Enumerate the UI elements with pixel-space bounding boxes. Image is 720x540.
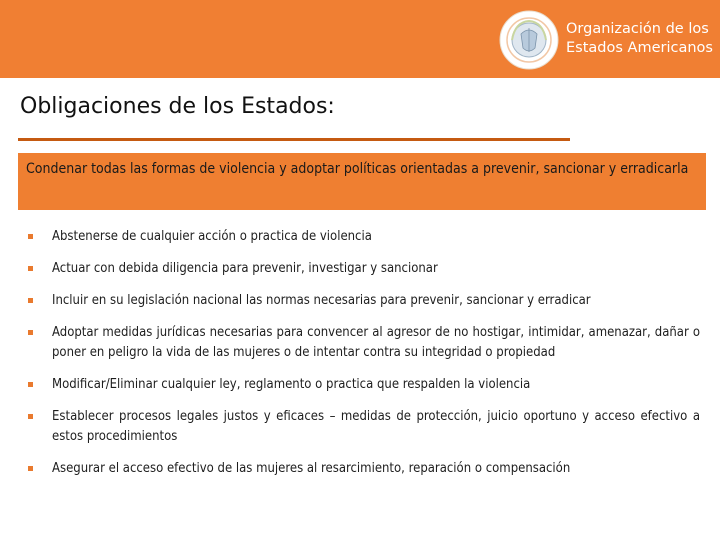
title-underline bbox=[18, 138, 570, 141]
org-name-line1: Organización de los bbox=[566, 21, 709, 37]
list-item bbox=[24, 291, 700, 311]
list-item-text: Establecer procesos legales justos y eficaces – medidas de protección, juicio oportuno y acceso efectivo a estos procedimientos bbox=[52, 409, 700, 444]
list-item bbox=[24, 227, 700, 247]
square-bullet-icon bbox=[28, 382, 33, 387]
page-title: Obligaciones de los Estados: bbox=[20, 94, 335, 119]
list-item bbox=[24, 375, 700, 395]
org-name-line2: Estados Americanos bbox=[566, 40, 713, 56]
oas-seal-icon bbox=[499, 10, 559, 70]
list-item-text: Abstenerse de cualquier acción o practica de violencia bbox=[52, 229, 372, 244]
square-bullet-icon bbox=[28, 414, 33, 419]
obligations-list bbox=[24, 227, 700, 491]
square-bullet-icon bbox=[28, 466, 33, 471]
square-bullet-icon bbox=[28, 330, 33, 335]
list-item bbox=[24, 459, 700, 479]
list-item-text: Actuar con debida diligencia para prevenir, investigar y sancionar bbox=[52, 261, 438, 276]
square-bullet-icon bbox=[28, 266, 33, 271]
list-item bbox=[24, 323, 700, 363]
list-item-text: Adoptar medidas jurídicas necesarias para convencer al agresor de no hostigar, intimidar, amenazar, dañar o poner en peligro la vida de las mujeres o de intentar contra su integridad o propiedad bbox=[52, 325, 700, 360]
list-item bbox=[24, 407, 700, 447]
list-item-text: Modificar/Eliminar cualquier ley, reglamento o practica que respalden la violencia bbox=[52, 377, 531, 392]
list-item-text: Asegurar el acceso efectivo de las mujeres al resarcimiento, reparación o compensación bbox=[52, 461, 571, 476]
list-item-text: Incluir en su legislación nacional las normas necesarias para prevenir, sancionar y erradicar bbox=[52, 293, 591, 308]
square-bullet-icon bbox=[28, 234, 33, 239]
highlight-banner: Condenar todas las formas de violencia y adoptar políticas orientadas a prevenir, sancionar y erradicarla bbox=[18, 153, 706, 210]
list-item bbox=[24, 259, 700, 279]
square-bullet-icon bbox=[28, 298, 33, 303]
header-bar bbox=[0, 0, 720, 78]
organization-name bbox=[566, 20, 713, 58]
